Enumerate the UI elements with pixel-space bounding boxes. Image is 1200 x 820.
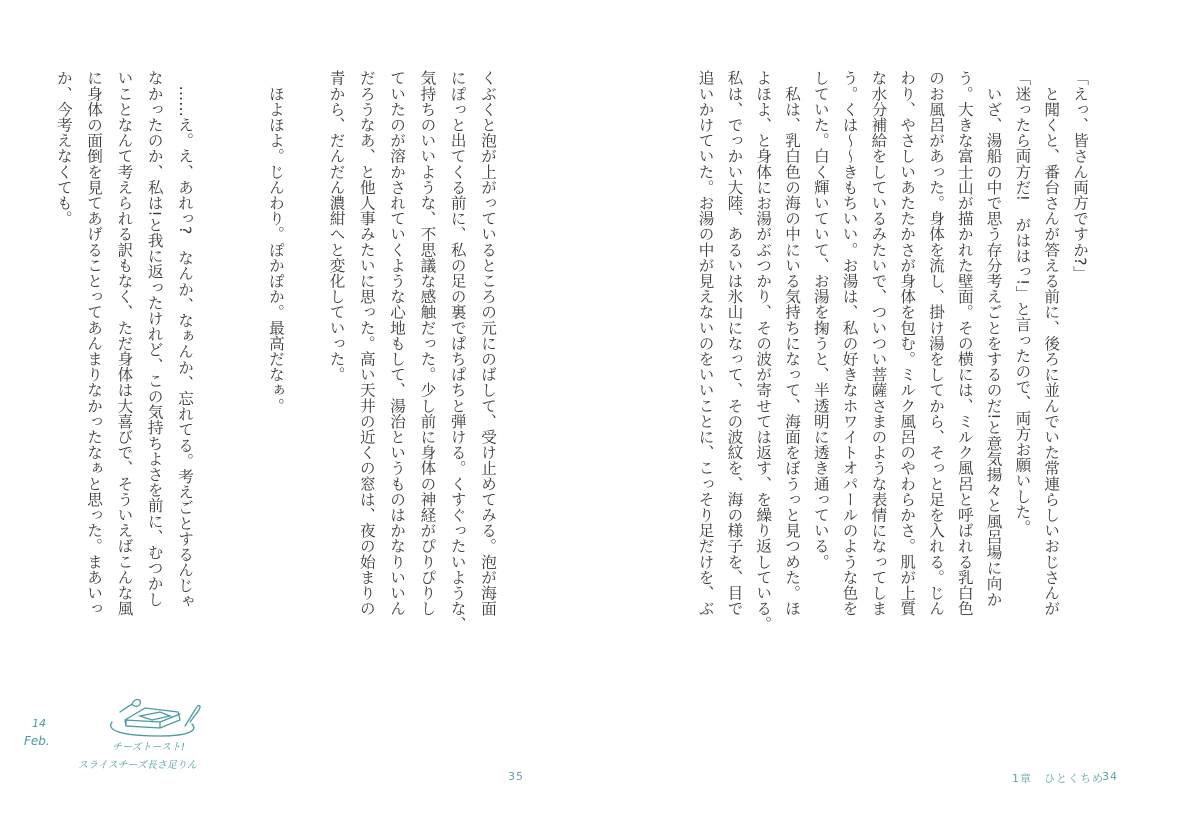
text-column: 私は、乳白色の海の中にいる気持ちになって、海面をぼうっと見つめた。ほ xyxy=(783,70,801,616)
text-column: 追いかけていた。お湯の中が見えないのをいいことに、こっそり足だけを、ぶ xyxy=(696,70,715,616)
text-column: 気持ちのいいような、不思議な感触だった。少し前に身体の神経がぴりぴりし xyxy=(418,70,437,616)
text-column: 私は、でっかい大陸、あるいは氷山になって、その波紋を、海の様子を、目で xyxy=(725,70,744,616)
knife-icon xyxy=(185,706,200,727)
text-column: いことなんて考えられる訳もなく、ただ身体は大喜びで、そういえばこんな風 xyxy=(115,70,134,616)
text-column: ていたのが溶かされていくような心地もして、湯治というものはかなりいいん xyxy=(388,70,407,616)
text-column: だろうなあ、と他人事みたいに思った。高い天井の近くの窓は、夜の始まりの xyxy=(357,70,376,616)
text-column: 「迷ったら両方だ! がははっ!」と言ったので、両方お願いした。 xyxy=(1013,70,1032,535)
text-column: ……え。え、あれっ? なんか、なぁんか、忘れてる。考えごとするんじゃ xyxy=(176,70,194,609)
cheese-toast-illustration xyxy=(20,690,230,780)
right-page xyxy=(600,0,1200,820)
text-column: よほよ、と身体にお湯がぶつかり、その波が寄せては返す、を繰り返している。 xyxy=(754,70,773,632)
page-number-right: 34 xyxy=(1102,770,1118,783)
text-column: か、今考えなくても。 xyxy=(54,70,73,226)
text-column: に身体の面倒を見てあげることってあんまりなかったなぁと思った。まあいっ xyxy=(85,70,104,616)
text-column: う。大きな富士山が描かれた壁面。その横には、ミルク風呂と呼ばれる乳白色 xyxy=(955,70,974,616)
text-column: いざ、湯船の中で思う存分考えごとをするのだ!と意気揚々と風呂場に向か xyxy=(984,70,1003,607)
text-column: にぽっと出てくる前に、私の足の裏でぱちぱちと弾ける。くすぐったいような、 xyxy=(448,70,467,632)
text-column: わり、やさしいあたたかさが身体を包む。ミルク風呂のやわらかさ。肌が上質 xyxy=(898,70,917,616)
date-day: 14 xyxy=(32,717,46,730)
caption-line-2: スライスチーズ長さ足りん xyxy=(78,760,197,771)
caption-line-1: チーズトースト! xyxy=(112,742,186,753)
text-column: な水分補給をしているみたいで、ついつい菩薩さまのような表情になってしま xyxy=(869,70,888,616)
chapter-running-head: 1章 ひとくちめ xyxy=(1012,772,1104,785)
toast-icon xyxy=(125,708,180,728)
date-month: Feb. xyxy=(24,734,50,748)
page-number-left: 35 xyxy=(508,770,524,783)
text-column: くぶくと泡が上がっているところの元にのばして、受け止めてみる。泡が海面 xyxy=(479,70,497,616)
plate-icon xyxy=(111,722,194,736)
text-column: のお風呂があった。身体を流し、掛け湯をしてから、そっと足を入れる。じん xyxy=(927,70,945,616)
text-column: 「えっ、皆さん両方ですか?」 xyxy=(1071,70,1089,282)
spoon-icon xyxy=(120,700,140,713)
text-column: と聞くと、番台さんが答える前に、後ろに並んでいた常連らしいおじさんが xyxy=(1042,70,1061,616)
text-column: なかったのか、私は!と我に返ったけれど、この気持ちよさを前に、むつかし xyxy=(145,70,164,607)
text-column: 青から、だんだん濃紺へと変化していった。 xyxy=(327,70,346,382)
text-column: ほよほよ。じんわり。ぽかぽか。最高だなぁ。 xyxy=(266,70,285,414)
text-column: う。くは〜〜きもちいい。お湯は、私の好きなホワイトオパールのような色を xyxy=(840,70,859,616)
text-column: していた。白く輝いていて、お湯を掬うと、半透明に透き通っている。 xyxy=(811,70,830,570)
